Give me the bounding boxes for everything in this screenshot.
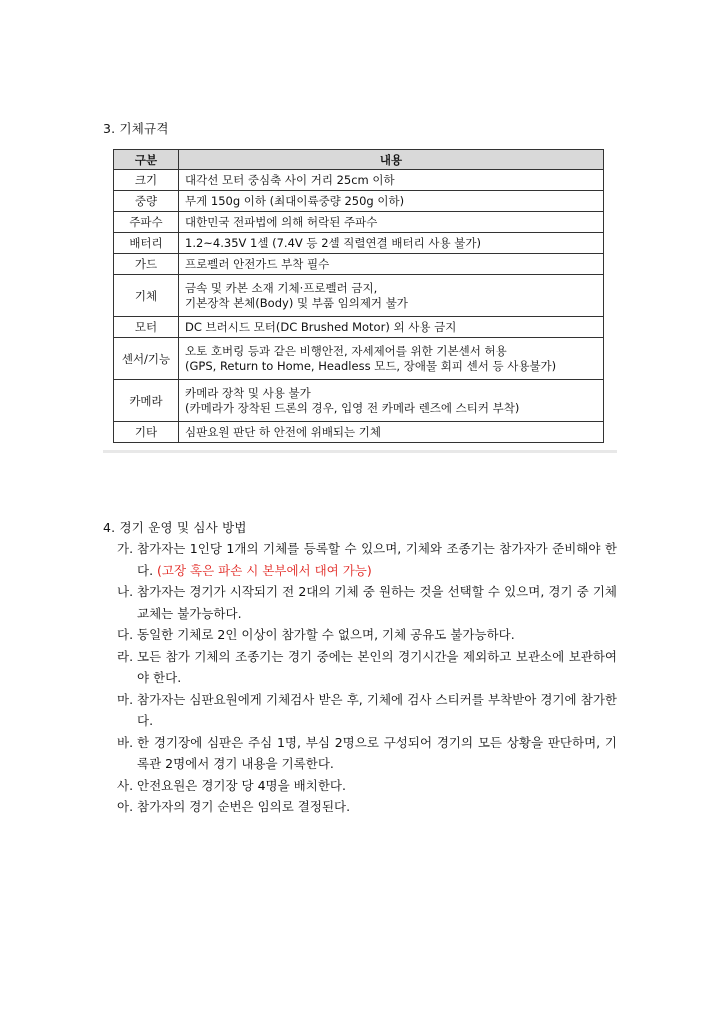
row-content-line: 프로펠러 안전가드 부착 필수: [185, 256, 330, 271]
row-category: 배터리: [114, 233, 179, 254]
spec-table-body: [114, 170, 604, 443]
rule-list: [117, 538, 617, 818]
section-4-title: 4. 경기 운영 및 심사 방법: [103, 520, 247, 535]
row-content: [179, 212, 604, 233]
row-category: 카메라: [114, 380, 179, 422]
row-content: [179, 275, 604, 317]
table-row: [114, 191, 604, 212]
list-item-marker: 라.: [117, 648, 134, 664]
row-content-line: 금속 및 카본 소재 기체·프로펠러 금지,: [185, 280, 378, 295]
list-item-marker: 마.: [117, 691, 134, 707]
list-item: [117, 538, 617, 581]
row-content-line: 대각선 모터 중심축 사이 거리 25cm 이하: [185, 172, 395, 187]
list-item: [117, 646, 617, 689]
row-content-line: (GPS, Return to Home, Headless 모드, 장애물 회피 센서 등 사용불가): [185, 358, 557, 373]
list-item-text: 한 경기장에 심판은 주심 1명, 부심 2명으로 구성되어 경기의 모든 상황을 판단하며, 기록관 2명에서 경기 내용을 기록한다.: [137, 734, 617, 771]
list-item: [117, 796, 617, 818]
row-category: 기체: [114, 275, 179, 317]
row-content-line: 기본장착 본체(Body) 및 부품 임의제거 불가: [185, 295, 408, 310]
row-content: [179, 191, 604, 212]
list-item-text: 안전요원은 경기장 당 4명을 배치한다.: [137, 777, 346, 793]
table-row: [114, 422, 604, 443]
table-shadow: [103, 450, 617, 453]
list-item: [117, 581, 617, 624]
row-content-line: 카메라 장착 및 사용 불가: [185, 385, 311, 400]
row-category: 모터: [114, 317, 179, 338]
table-header-row: [114, 150, 604, 170]
header-category: 구분: [114, 150, 179, 170]
list-item-marker: 사.: [117, 777, 134, 793]
table-row: [114, 254, 604, 275]
list-item: [117, 732, 617, 775]
row-content-line: 오토 호버링 등과 같은 비행안전, 자세제어를 위한 기본센서 허용: [185, 343, 507, 358]
section-3-title: 3. 기체규격: [103, 121, 169, 136]
list-item-marker: 바.: [117, 734, 134, 750]
row-content: [179, 254, 604, 275]
list-item-text: 모든 참가 기체의 조종기는 경기 중에는 본인의 경기시간을 제외하고 보관소에 보관하여야 한다.: [137, 648, 617, 685]
row-content: [179, 233, 604, 254]
list-item: [117, 624, 617, 646]
row-category: 기타: [114, 422, 179, 443]
row-content-line: 무게 150g 이하 (최대이륙중량 250g 이하): [185, 193, 405, 208]
spec-table: [113, 149, 604, 443]
list-item-text: 참가자는 심판요원에게 기체검사 받은 후, 기체에 검사 스티커를 부착받아 경기에 참가한다.: [137, 691, 617, 728]
list-item-text: 참가자는 경기가 시작되기 전 2대의 기체 중 원하는 것을 선택할 수 있으며, 경기 중 기체 교체는 불가능하다.: [137, 584, 617, 621]
row-content-line: 심판요원 판단 하 안전에 위배되는 기체: [185, 424, 382, 439]
list-item-text: 동일한 기체로 2인 이상이 참가할 수 없으며, 기체 공유도 불가능하다.: [137, 627, 515, 642]
list-item-text: 참가자의 경기 순번은 임의로 결정된다.: [137, 799, 351, 814]
row-content: [179, 380, 604, 422]
row-category: 주파수: [114, 212, 179, 233]
list-item-marker: 나.: [117, 584, 134, 599]
list-item: [117, 775, 617, 797]
list-item-highlight: (고장 혹은 파손 시 본부에서 대여 가능): [157, 562, 372, 578]
row-content-line: (카메라가 장착된 드론의 경우, 입영 전 카메라 렌즈에 스티커 부착): [185, 400, 520, 415]
row-category: 중량: [114, 191, 179, 212]
row-content: [179, 170, 604, 191]
table-row: [114, 233, 604, 254]
row-content: [179, 422, 604, 443]
table-row: [114, 170, 604, 191]
row-content-line: DC 브러시드 모터(DC Brushed Motor) 외 사용 금지: [185, 319, 457, 334]
row-category: 크기: [114, 170, 179, 191]
table-row: [114, 338, 604, 380]
table-row: [114, 317, 604, 338]
list-item-marker: 다.: [117, 627, 134, 642]
table-row: [114, 275, 604, 317]
list-item-marker: 아.: [117, 799, 134, 814]
list-item-marker: 가.: [117, 541, 134, 556]
row-category: 가드: [114, 254, 179, 275]
row-content-line: 1.2~4.35V 1셀 (7.4V 등 2셀 직렬연결 배터리 사용 불가): [185, 235, 481, 250]
list-item: [117, 689, 617, 732]
row-content-line: 대한민국 전파법에 의해 허락된 주파수: [185, 214, 378, 229]
table-row: [114, 212, 604, 233]
list-item-text: 참가자는 1인당 1개의 기체를 등록할 수 있으며, 기체와 조종기는 참가자가 준비해야 한다.: [137, 541, 617, 578]
row-content: [179, 317, 604, 338]
table-row: [114, 380, 604, 422]
row-category: 센서/기능: [114, 338, 179, 380]
row-content: [179, 338, 604, 380]
header-content: 내용: [179, 150, 604, 170]
